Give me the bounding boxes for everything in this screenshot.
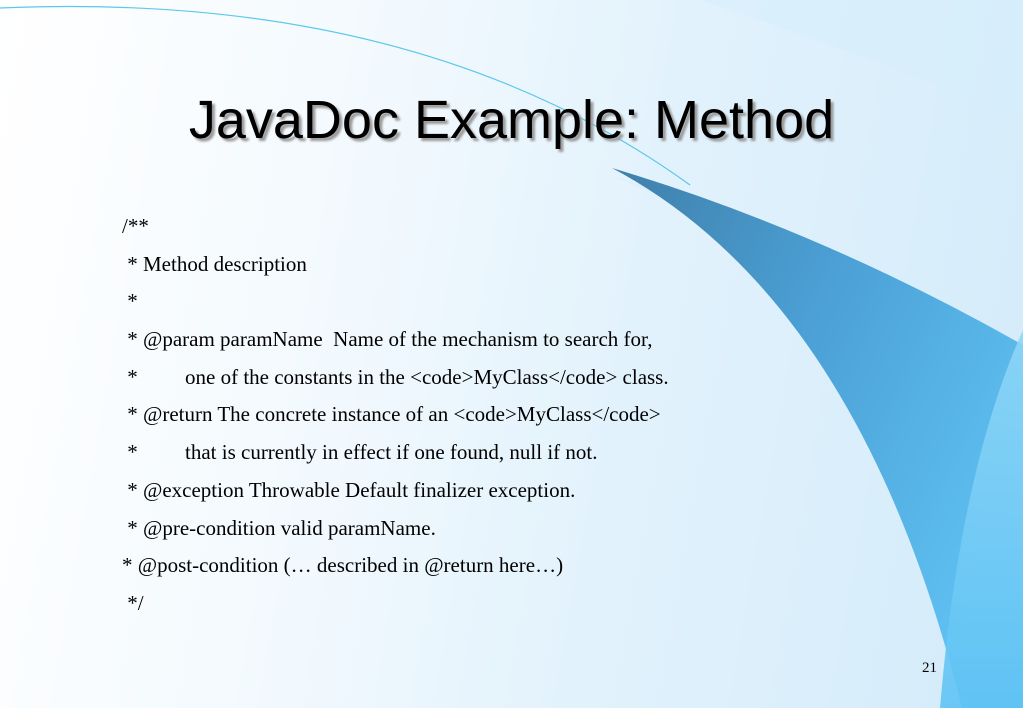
code-line: */ [122, 590, 144, 615]
slide-number: 21 [922, 660, 937, 676]
code-line: * Method description [122, 251, 307, 276]
code-line: * that is currently in effect if one found, null if not. [122, 440, 598, 465]
code-line: * @param paramName Name of the mechanism to search for, [122, 327, 653, 352]
code-line: * @post-condition (… described in @return here…) [122, 553, 564, 578]
slide-title: JavaDoc Example: Method [188, 90, 835, 150]
code-line: * @exception Throwable Default finalizer exception. [122, 477, 576, 502]
code-line: /** [122, 214, 149, 238]
code-line: * [122, 289, 138, 314]
code-line: * @return The concrete instance of an <code>MyClass</code> [122, 402, 661, 427]
code-line: * @pre-condition valid paramName. [122, 515, 436, 540]
code-line: * one of the constants in the <code>MyClass</code> class. [122, 364, 669, 389]
javadoc-code-block [122, 208, 842, 623]
